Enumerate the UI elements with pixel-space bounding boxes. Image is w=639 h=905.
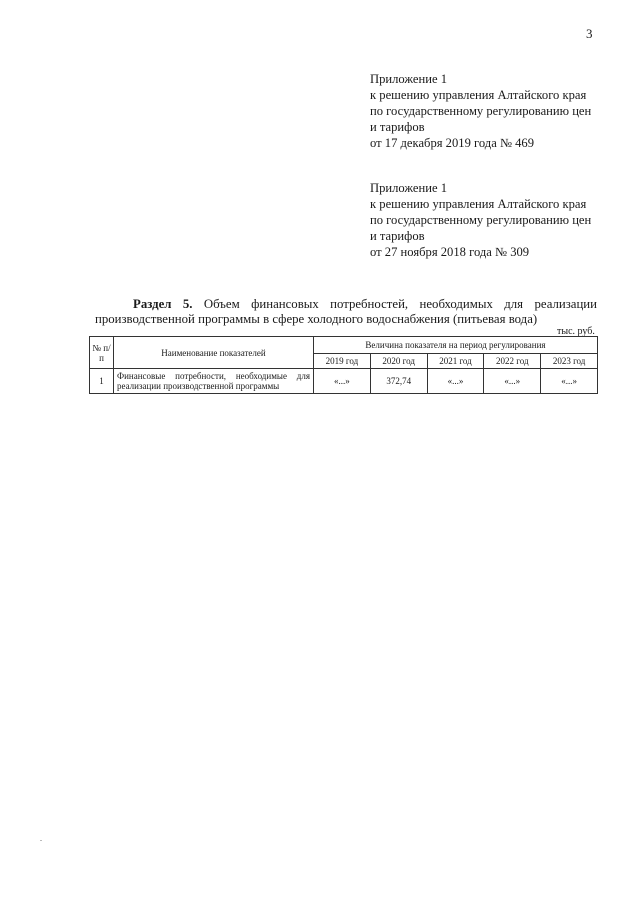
row-indicator-name: Финансовые потребности, необходимые для реализации производственной программы: [114, 369, 314, 394]
appendix-line: Приложение 1: [370, 72, 448, 86]
appendix-line: от 17 декабря 2019 года № 469: [370, 136, 535, 150]
units-label: тыс. руб.: [557, 326, 595, 337]
header-year: 2023 год: [541, 354, 598, 369]
appendix-line: к решению управления Алтайского края: [370, 88, 587, 102]
section-title-part-2: производственной программы в сфере холодного водоснабжения (питьевая вода): [95, 312, 538, 326]
appendix-line: по государственному регулированию цен: [370, 104, 592, 118]
scan-mark: [40, 840, 42, 841]
appendix-line: по государственному регулированию цен: [370, 213, 592, 227]
page-number: 3: [586, 26, 593, 41]
table-header-row: [90, 337, 598, 354]
row-number: 1: [90, 369, 114, 394]
appendix-line: и тарифов: [370, 229, 425, 243]
row-value: 372,74: [370, 369, 427, 394]
appendix-line: и тарифов: [370, 120, 425, 134]
section-label: Раздел 5.: [133, 297, 193, 311]
header-indicator-name: Наименование показателей: [114, 337, 314, 369]
financial-needs-table: [89, 336, 598, 394]
appendix-block-previous: [370, 180, 620, 260]
row-value: «...»: [541, 369, 598, 394]
table-row: [90, 369, 598, 394]
appendix-line: Приложение 1: [370, 181, 448, 195]
section-heading-line-1: [95, 297, 597, 312]
header-year: 2020 год: [370, 354, 427, 369]
header-year: 2019 год: [314, 354, 371, 369]
row-value: «...»: [427, 369, 484, 394]
appendix-line: к решению управления Алтайского края: [370, 197, 587, 211]
appendix-line: от 27 ноября 2018 года № 309: [370, 245, 530, 259]
header-year: 2021 год: [427, 354, 484, 369]
header-year: 2022 год: [484, 354, 541, 369]
header-number: № п/п: [90, 337, 114, 369]
row-value: «...»: [314, 369, 371, 394]
row-value: «...»: [484, 369, 541, 394]
section-heading: [95, 297, 597, 327]
section-title-part-1: Объем финансовых потребностей, необходимых для реализации: [203, 297, 597, 311]
header-period: Величина показателя на период регулирования: [314, 337, 598, 354]
appendix-block-current: [370, 71, 620, 151]
